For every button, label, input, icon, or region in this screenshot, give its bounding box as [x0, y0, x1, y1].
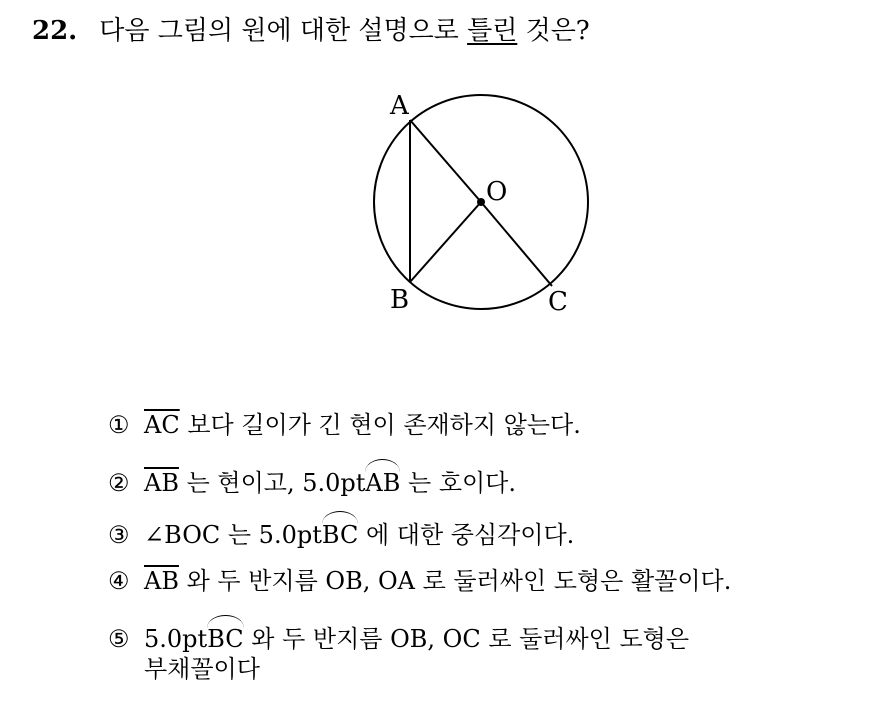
arc-notation: BC [322, 509, 358, 555]
segment-notation: $\overline{AB}$ [144, 469, 179, 497]
choice-5-continuation: 부채꼴이다 [144, 655, 260, 683]
question-number: 22. [32, 16, 78, 46]
arc-notation: AB [365, 457, 400, 503]
choice-number: ④ [108, 567, 130, 595]
choice-1 [108, 405, 731, 457]
choice-text: 는 호이다. [400, 469, 516, 497]
segment-notation: $\overline{AB}$ [144, 567, 179, 595]
label-o: O [486, 177, 508, 207]
choice-text: 와 두 반지름 OB, OC 로 둘러싸인 도형은 [243, 625, 690, 653]
choice-text: 는 현이고, 5.0pt [178, 469, 366, 497]
choice-text: 에 대한 중심각이다. [358, 521, 575, 549]
choice-number: ① [108, 411, 130, 439]
choice-text: 와 두 반지름 OB, OA 로 둘러싸인 도형은 활꼴이다. [178, 567, 732, 595]
choice-number: ⑤ [108, 625, 130, 653]
question-text-after: 것은? [517, 16, 590, 46]
question-header [32, 14, 590, 48]
choice-text: ∠BOC 는 5.0pt [144, 521, 322, 549]
label-a: A [390, 91, 409, 121]
segment-ao [410, 120, 481, 202]
segment-oc [481, 202, 552, 286]
choice-4 [108, 561, 731, 613]
choice-5 [108, 613, 731, 653]
circle-figure [330, 80, 630, 320]
choice-number: ② [108, 469, 130, 497]
center-point-o [477, 198, 485, 206]
segment-notation: $\overline{AC}$ [144, 411, 180, 439]
label-c: C [548, 287, 568, 317]
arc-notation: BC [207, 613, 243, 659]
question-text-underlined: 틀린 [467, 16, 518, 46]
choice-text: 보다 길이가 긴 현이 존재하지 않는다. [179, 411, 581, 439]
choice-list [108, 405, 731, 701]
label-b: B [390, 285, 410, 315]
choice-3 [108, 509, 731, 561]
choice-number: ③ [108, 521, 130, 549]
choice-text: 5.0pt [144, 625, 208, 653]
segment-bo [410, 202, 481, 282]
choice-2 [108, 457, 731, 509]
question-text-before: 다음 그림의 원에 대한 설명으로 [99, 16, 468, 46]
